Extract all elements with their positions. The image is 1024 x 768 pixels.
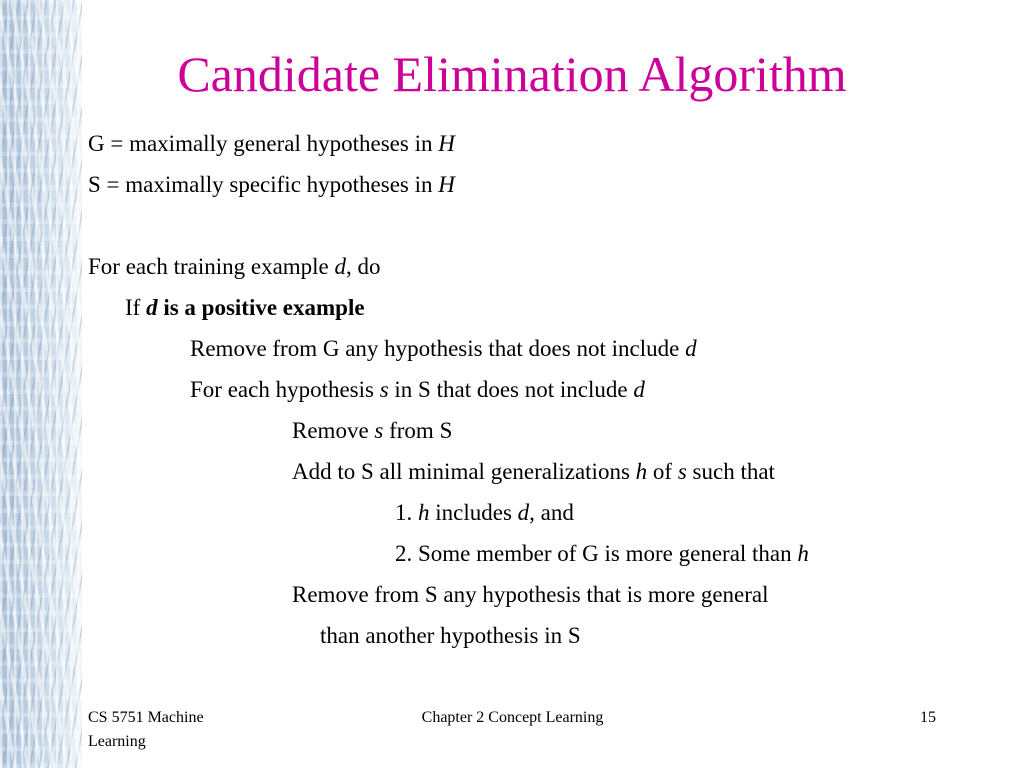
body-line-text: G = maximally general hypotheses in	[88, 131, 439, 156]
body-line-text: Remove	[292, 418, 375, 443]
body-line-text: d	[633, 377, 645, 402]
body-line-text: s	[379, 377, 389, 402]
body-line-text: h	[635, 459, 648, 484]
body-line-text: H	[438, 172, 455, 197]
body-line-text: d	[334, 254, 347, 279]
body-line	[190, 375, 645, 405]
body-line-text: , do	[346, 254, 381, 279]
body-line	[292, 580, 769, 610]
body-line	[190, 334, 697, 364]
body-line-text: of	[647, 459, 678, 484]
body-line-text: For each training example	[88, 254, 335, 279]
body-line-text: d	[685, 336, 697, 361]
body-line	[125, 293, 365, 323]
body-line	[88, 252, 381, 282]
body-line-text: than another hypothesis in S	[320, 623, 581, 648]
footer-page-number: 15	[920, 709, 936, 726]
slide-title: Candidate Elimination Algorithm	[177, 46, 847, 102]
body-line-text: d	[517, 500, 530, 525]
body-line	[88, 170, 455, 200]
body-line	[292, 416, 452, 446]
body-line-text: such that	[686, 459, 775, 484]
body-line-text: H	[438, 131, 455, 156]
body-line-text: h	[797, 541, 809, 566]
body-line-text: s	[374, 418, 384, 443]
body-line-text: Add to S all minimal generalizations	[292, 459, 636, 484]
footer-chapter: Chapter 2 Concept Learning	[421, 709, 604, 726]
body-line-text: from S	[383, 418, 453, 443]
body-line-text: 1.	[395, 500, 418, 525]
body-line-text: Remove from G any hypothesis that does not include	[190, 336, 686, 361]
body-line-text: 2. Some member of G is more general than	[395, 541, 798, 566]
body-line-text: s	[677, 459, 687, 484]
body-line	[395, 539, 809, 569]
body-line-text: , and	[529, 500, 574, 525]
body-line-text: S = maximally specific hypotheses in	[88, 172, 439, 197]
body-line	[395, 498, 574, 528]
body-line-text: h	[418, 500, 430, 525]
body-line	[320, 621, 581, 651]
body-line-text: Remove from S any hypothesis that is more general	[292, 582, 769, 607]
body-line-text: If	[125, 295, 147, 320]
body-line	[292, 457, 775, 487]
body-line-text: d	[146, 295, 158, 320]
footer-course: CS 5751 Machine Learning	[88, 709, 204, 750]
body-line-text: includes	[429, 500, 518, 525]
body-line-text: For each hypothesis	[190, 377, 380, 402]
body-line	[88, 129, 455, 159]
decorative-side-texture	[0, 0, 82, 768]
body-line-text: in S that does not include	[388, 377, 634, 402]
body-line-text: is a positive example	[157, 295, 365, 320]
